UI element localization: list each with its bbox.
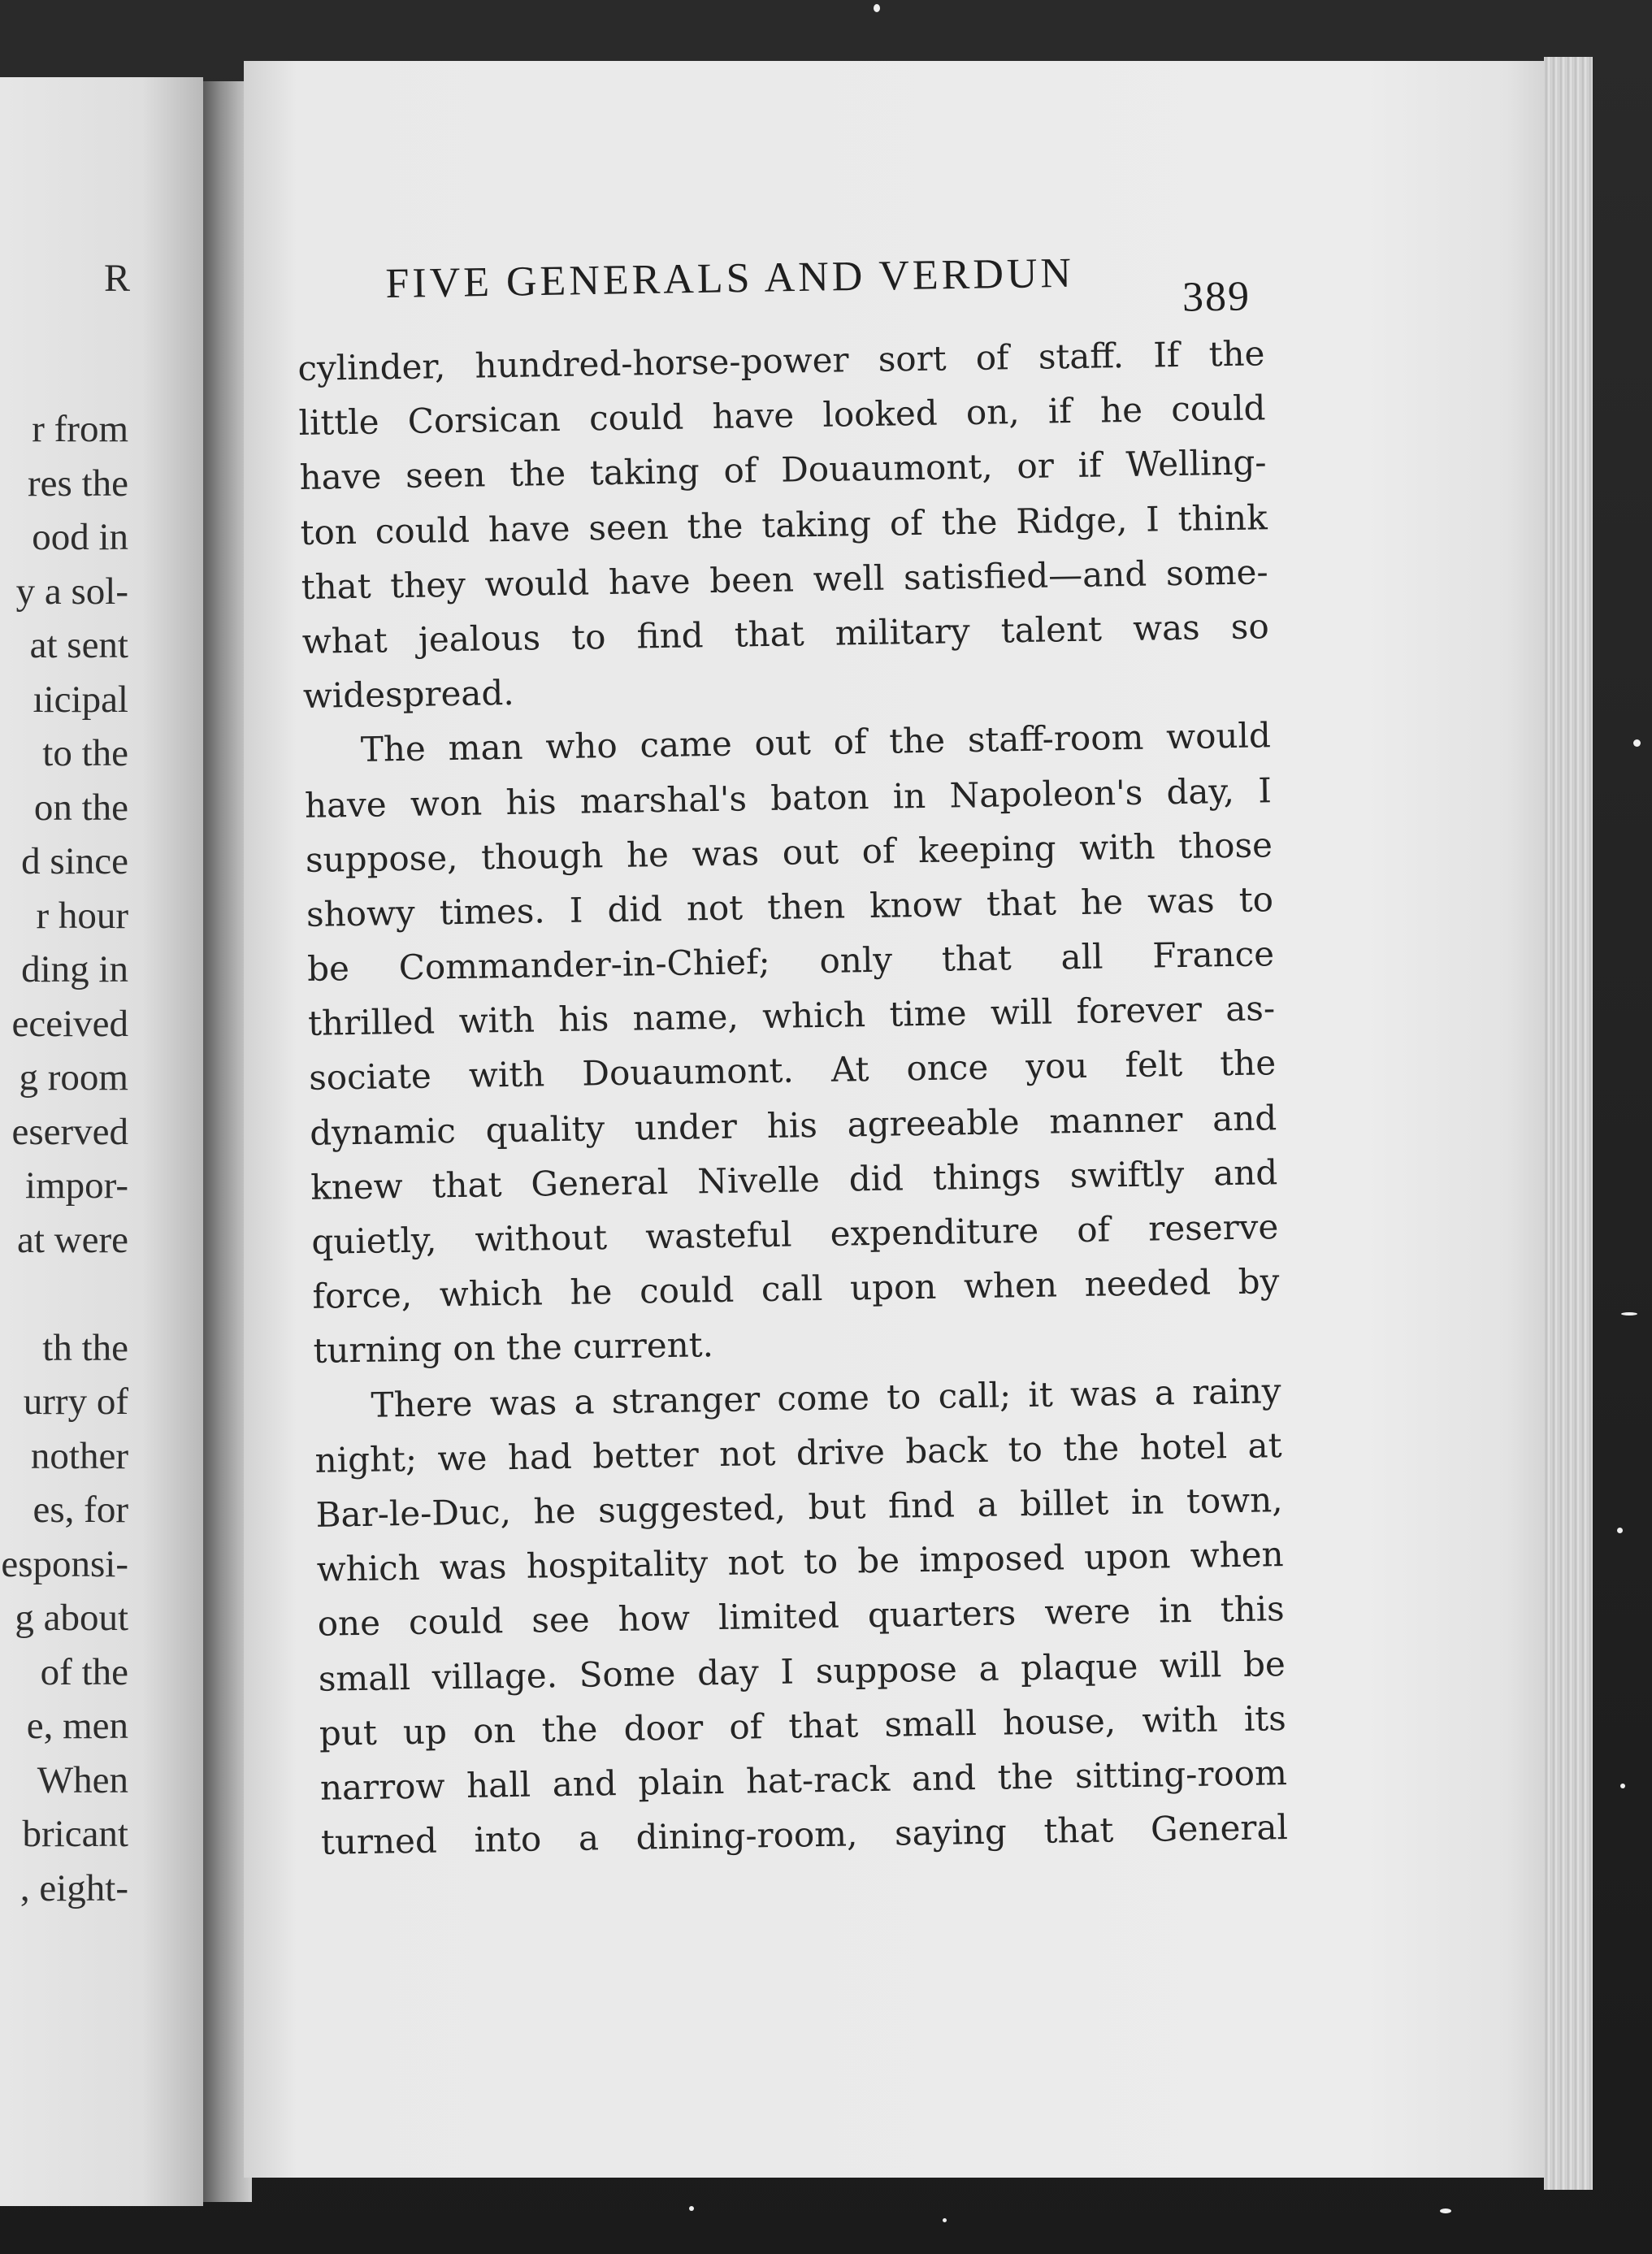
film-speck xyxy=(689,2206,694,2211)
left-line: esponsi- xyxy=(1,1542,128,1585)
text-line: cylinder, hundred-horse-power sort of staff. If the xyxy=(297,333,1265,388)
text-line: small village. Some day I suppose a plaque will be xyxy=(318,1643,1286,1699)
left-line: urry of xyxy=(23,1381,128,1423)
text-line: turning on the current. xyxy=(313,1324,714,1372)
left-line: d since xyxy=(21,840,128,882)
text-line: one could see how limited quarters were in this xyxy=(317,1589,1286,1645)
left-line: impor- xyxy=(25,1164,128,1207)
left-page-text xyxy=(1,402,128,1915)
left-line: r hour xyxy=(36,894,128,937)
left-line: on the xyxy=(33,786,128,829)
left-line: ıicipal xyxy=(33,678,128,721)
film-speck xyxy=(874,4,880,12)
text-line: put up on the door of that small house, with its xyxy=(319,1697,1287,1753)
left-line: at sent xyxy=(29,624,128,666)
text-line: dynamic quality under his agreeable manner and xyxy=(309,1097,1277,1153)
left-line: , eight- xyxy=(20,1866,128,1909)
text-line: sociate with Douaumont. At once you felt the xyxy=(308,1042,1277,1099)
text-line: which was hospitality not to be imposed upon when xyxy=(316,1534,1284,1589)
film-speck xyxy=(1617,1528,1623,1533)
left-line: bricant xyxy=(22,1813,128,1855)
page-body-text xyxy=(297,326,1288,1870)
text-line: little Corsican could have looked on, if he could xyxy=(298,388,1266,444)
left-line-gap xyxy=(1,1267,128,1321)
text-line: turned into a dining-room, saying that General xyxy=(320,1807,1289,1862)
left-line: es, for xyxy=(33,1489,128,1531)
text-line: knew that General Nivelle did things swiftly and xyxy=(310,1151,1278,1207)
text-line: night; we had better not drive back to the hotel at xyxy=(314,1424,1282,1480)
page-block-edge xyxy=(1544,57,1593,2190)
text-line: Bar-le-Duc, he suggested, but find a billet in town, xyxy=(315,1480,1283,1535)
left-line: at were xyxy=(17,1218,128,1261)
text-line: thrilled with his name, which time will forever as- xyxy=(307,988,1276,1044)
text-line: widespread. xyxy=(302,672,514,717)
left-line: g about xyxy=(15,1597,128,1639)
left-line: eceived xyxy=(11,1002,128,1045)
text-line: There was a stranger come to call; it was a rainy xyxy=(371,1370,1281,1425)
text-line: what jealous to find that military talent was so xyxy=(301,606,1270,661)
film-speck xyxy=(1633,739,1641,747)
left-line: nother xyxy=(30,1434,128,1477)
left-line: res the xyxy=(28,462,128,505)
running-head: FIVE GENERALS AND VERDUN xyxy=(385,249,1075,307)
left-line: ood in xyxy=(32,516,128,558)
text-line: have won his marshal's baton in Napoleon's day, I xyxy=(304,769,1273,826)
left-line: th the xyxy=(42,1326,128,1369)
text-line: force, which he could call upon when needed by xyxy=(312,1261,1280,1317)
page-number: 389 xyxy=(1182,273,1251,321)
left-line: eserved xyxy=(11,1110,128,1153)
left-running-head-fragment: R xyxy=(103,257,132,300)
text-line: ton could have seen the taking of the Ridge, I think xyxy=(300,496,1268,553)
text-line: have seen the taking of Douaumont, or if Welling- xyxy=(299,442,1267,498)
film-speck xyxy=(1620,1784,1625,1788)
left-line: y a sol- xyxy=(15,570,128,613)
left-line: g room xyxy=(19,1056,128,1099)
left-line: e, men xyxy=(26,1705,128,1747)
text-line: that they would have been well satisfied—and some- xyxy=(301,552,1268,607)
film-speck xyxy=(1440,2208,1451,2213)
text-line: The man who came out of the staff-room would xyxy=(360,715,1272,770)
left-line: ding in xyxy=(21,948,128,990)
film-speck xyxy=(943,2218,947,2222)
left-page xyxy=(0,77,203,2206)
text-line: quietly, without wasteful expenditure of reserve xyxy=(311,1207,1279,1262)
left-line: to the xyxy=(42,732,128,774)
left-line: r from xyxy=(32,408,128,450)
text-line: narrow hall and plain hat-rack and the sitting-room xyxy=(319,1752,1288,1808)
film-speck xyxy=(1621,1312,1637,1316)
text-line: suppose, though he was out of keeping with those xyxy=(305,824,1273,880)
text-line: be Commander-in-Chief; only that all France xyxy=(306,934,1275,989)
left-line: When xyxy=(37,1758,128,1801)
text-line: showy times. I did not then know that he was to xyxy=(306,879,1274,934)
left-line: of the xyxy=(40,1650,128,1693)
